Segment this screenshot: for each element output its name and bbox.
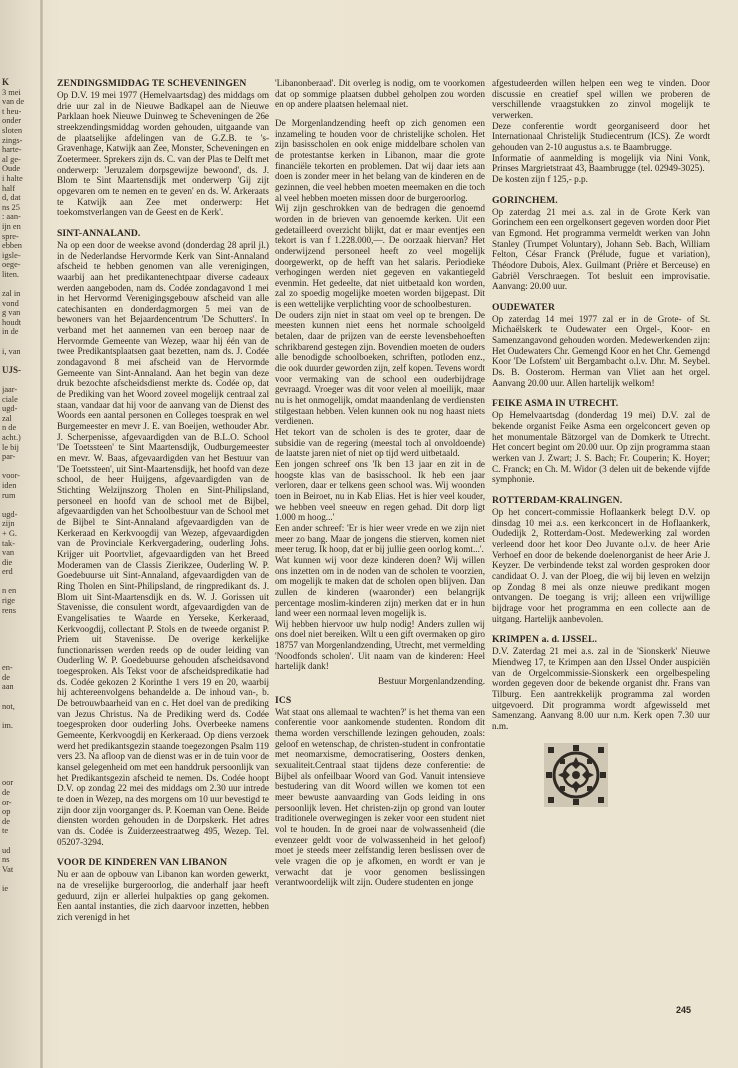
left-fragment-line bbox=[2, 750, 36, 760]
left-fragment-line: Vat bbox=[2, 864, 14, 874]
ics-continuation bbox=[492, 78, 710, 185]
article-text: Op zaterdag 14 mei 1977 zal er in de Grote- of St. Michaëlskerk te Oudewater een Orgel-, Koor- en Samenzangavond gehouden worden. Medewerkenden zijn: Het Oudewaters Chr. Gemengd Koor en het Chr. Gemengd Koor 'De Lofstem' uit Bergambacht o.l.v. Dhr. M. Seybel. Ds. B. Oosterom. Herman van Vliet aan het orgel. Aanvang 20.00 uur. Allen hartelijk welkom! bbox=[492, 313, 710, 388]
left-fragment-line: ie bbox=[2, 883, 9, 893]
left-fragment-line: vond bbox=[2, 298, 19, 308]
left-fragment-line: i, van bbox=[2, 346, 21, 356]
left-fragment-line: de bbox=[2, 672, 10, 682]
left-fragment-line: zal bbox=[2, 413, 12, 423]
left-fragment-line bbox=[2, 836, 36, 846]
signature: Bestuur Morgenlandzending. bbox=[378, 676, 485, 687]
left-fragment-line: onder bbox=[2, 116, 22, 126]
left-fragment-line: zings- bbox=[2, 135, 23, 145]
left-fragment-line: ijn en bbox=[2, 221, 21, 231]
left-fragment-line: rum bbox=[2, 490, 16, 500]
left-fragment-line bbox=[2, 375, 36, 385]
article-text: 'Libanonberaad'. Dit overleg is nodig, om te voorkomen dat op sommige plaatsen dubbel geholpen zou worden en op andere plaatsen helemaal niet. bbox=[275, 78, 485, 110]
article-text: Op zaterdag 21 mei a.s. zal in de Grote Kerk van Gorinchem een een orgelkonsert gegeven worden door Piet van Egmond. Het programma vermeldt werken van John Stanley (Trumpet Voluntary), Johann Seb. Bach, William Felton, César Franck (Prélude, fugue et variation), Théodore Dubois, Alex. Guilmant (Prière et Berceuse) en Gabriël Verschraegen. Tot besluit een improvisatie. Aanvang: 20.00 uur. bbox=[492, 206, 710, 292]
article-text: Wij zijn geschrokken van de bedragen die genoemd worden in de brieven van genoemde kerken. Uit een gedetailleerd overzicht blijkt, dat er maar eventjes een tekort is van f 1.228.000,—. De oorzaak hiervan? Het onderwijzend personeel heeft zo veel mogelijk doorgewerkt, op de hefft van het salaris. Periodieke verhogingen werden niet gegeven en vakantiegeld evenmin. Het gedeelte, dat niet uitbetaald kon worden, zal zo spoedig mogelijke moeten worden bijgepast. Dit is een wettelijke verplichting voor de schoolbesturen. bbox=[275, 203, 485, 310]
article-text: afgestudeerden willen helpen een weg te vinden. Door discussie en creatief spel willen we proberen de verschillende vraagstukken zo zinvol mogelijk te verwerken. bbox=[492, 78, 710, 120]
left-fragment-line: de bbox=[2, 787, 10, 797]
left-fragment-line: aan bbox=[2, 682, 14, 692]
article-text: De Morgenlandzending heeft op zich genomen een inzameling te houden voor de christelijke scholen. Het zijn basisscholen en ook enige middelbare scholen van de protestantse kerken in Libanon, maar die grote financiële tekorten en problemen. Dat wij daar iets aan doen is zonder meer in het belang van de kinderen en de gezinnen, die veel hebben moeten meemaken en die toch al veel hebben moeten missen door de burgeroorlog. bbox=[275, 117, 485, 203]
article-title: KRIMPEN a. d. IJSSEL. bbox=[492, 634, 597, 646]
left-fragment-line: ugd- bbox=[2, 404, 18, 414]
article-title: GORINCHEM. bbox=[492, 194, 558, 206]
left-fragment-line: oor bbox=[2, 778, 14, 788]
column-2 bbox=[275, 78, 485, 896]
left-fragment-line: d, dat bbox=[2, 193, 21, 203]
article-text: Na op een door de weekse avond (donderdag 28 april jl.) in de Nederlandse Hervormde Kerk van Sint-Annaland afscheid te hebben genomen van alle verenigingen, waarbij aan het predikantenechtpaar diverse cadeaux werden aangeboden, nam ds. Codée zondagavond 1 mei in het Hervormd Verenigingsgebouw afscheid van alle catechisanten en donderdagmorgen 5 mei van de bewoners van het Bejaardencentrum 'De Schutters'. In verband met het aannemen van een beroep naar de Hervormde Gemeente van Wezep, waar hij één van de twee Predikantsplaatsen gaat bezetten, nam ds. J. Codée zondagavond 8 mei afscheid van de Hervormde Gemeente van Sint-Annaland. Aan het begin van deze druk bezochte afscheidsdienst merkte ds. Codée op, dat de Prediking van het Woord zoveel mogelijk centraal zal staan, vandaar dat hij voor de aanvang van de Dienst des Woords een aantal personen en Colleges toesprak en wel Burgemeester en mevr J. E. van Boeijen, wethouder Abr. J. Scherpenisse, afgevaardigden van de B.L.O. School 'De Toetssteen' te Sint Maartensdijk, Oudburgemeester en mevr. W. Baas, afgevaardigden van het Bestuur van 'De Toetssteen', uit Sint-Maartensdijk, het hoofd van deze school, de heer Huijgens, afgevaardigden van de Stichting Welzijnszorg Tholen en Sint-Philipsland, personeel en hoofd van de school met de Bijbel, afgevaardigden van het Schoolbestuur van de School met de Bijbel te Sint-Annaland afgevaardigden van de Kerkeraad en Kerkvoogdij van Wezep, afgevaardigden van de Provinciale Kerkvergadering, ouderling Johs. Krijger uit Poortvliet, afgevaardigden van het Breed Moderamen van de Classis Zierikzee, Ouderling W. P. Goedebuurse uit Sint-Annaland, afgevaardigden van de Ring Tholen en Sint-Philipsland, de ringpredikant ds. J. Blom uit Sint-Maartensdijk en ds. W. J. Gorissen uit Stavenisse, die consulent wordt, afgevaardigden van de Evangelisaties te Waarde en Yerseke, Kerkeraad, Kerkvoogdij, collectant P. Stols en de tweede organist P. Priem uit Stavenisse. De overige kerkelijke functionarissen werden reeds op de ouder leiding van Ouderling W. P. Goedebuurse gehouden afscheidsavond toegesproken. Als Tekst voor de afscheidspredikatie had ds. Codée gekozen 2 Korinthe 1 vers 19 en 20, waarbij hij achtereenvolgens behandelde a. De inhoud van-, b. De betrouwbaarheid van en c. Het doel van de prediking van Jezus Christus. Na de Prediking werd ds. Codée toegesproken door ouderling Johs. Overbeeke namens Gemeente, Kerkvoogdij en Kerkeraad. Op diens verzoek werd het predikantsgezin staande toegezongen Psalm 119 vers 23. Na afloop van de dienst was er in de tuin voor de kansel gelegenheid om met een handdruk persoonlijk van het Predikantsgezin afscheid te nemen. Ds. Codée hoopt D.V. op zondag 22 mei des middags om 2.30 uur intrede te doen in Wezep, na des morgens om 10 uur bevestigd te zijn door zijn voorganger ds. P. Koeman van Oene. Beide diensten worden gehouden in de Dorpskerk. Het adres van ds. Codée is Zuiderzeestraatweg 495, Wezep. Tel. 05207-3294. bbox=[57, 239, 269, 847]
article-sint-annaland bbox=[57, 228, 269, 847]
left-fragment-line: harte- bbox=[2, 145, 22, 155]
left-fragment-line: + G. bbox=[2, 528, 17, 538]
left-fragment-line: acht.) bbox=[2, 432, 21, 442]
article-text: Deze conferentie wordt georganiseerd door het Internationaal Christelijk Studiecentrum (ICS). Ze wordt gehouden van 2-10 augustus a.s. te Baambrugge. bbox=[492, 120, 710, 152]
left-fragment-line: van de bbox=[2, 97, 25, 107]
left-fragment-line bbox=[2, 711, 36, 721]
left-fragment-line: zijn bbox=[2, 519, 15, 529]
left-fragment-line: en- bbox=[2, 663, 13, 673]
left-fragment-line: voor- bbox=[2, 471, 20, 481]
left-fragment-line: or- bbox=[2, 797, 12, 807]
left-fragment-line: t heu- bbox=[2, 106, 22, 116]
left-fragment-line bbox=[2, 759, 36, 769]
article-text: De ouders zijn niet in staat om veel op te brengen. De meesten kunnen niet eens het normale schoolgeld betalen, daar de prijzen van de eerste levensbehoeften schrikbarend gestegen zijn. Bovendien moeten de ouders alle benodigde schoolboeken, schriften, potloden enz., die ook duurder geworden zijn, zelf kopen. Tevens wordt voor vermaking van de school een ouderbijdrage gevraagd. Vroeger was dit voor velen al moeilijk, maar nu is het onmogelijk, omdat maandenlang de verdiensten stilgestaan hebben. Velen kunnen ook nu nog haast niets verdienen. bbox=[275, 309, 485, 427]
article-text: D.V. Zaterdag 21 mei a.s. zal in de 'Sionskerk' Nieuwe Miendweg 17, te Krimpen aan den IJssel Onder auspiciën van de Orgelcommissie-Sionskerk een orgelbespeling worden gegeven door de bekende organist dhr. Frans van Tilburg. Een aantrekkelijk programma zal worden uitgevoerd. Dit programma wordt afgewisseld met Samenzang. Aanvang 8.00 uur n.m. Kerk open 7.30 uur n.m. bbox=[492, 646, 710, 731]
left-fragment-line bbox=[2, 577, 36, 587]
column-3 bbox=[492, 78, 710, 807]
article-text: Nu er aan de opbouw van Libanon kan worden gewerkt, na de vreselijke burgeroorlog, die anderhalf jaar heeft geduurd, zijn er allerlei hulpakties op gang gekomen. Een aantal instanties, die zich daarvoor inzetten, hebben zich verenigd in het bbox=[57, 869, 269, 922]
left-fragment-line: ciale bbox=[2, 394, 18, 404]
left-fragment-line: op bbox=[2, 807, 11, 817]
article-title: FEIKE ASMA IN UTRECHT. bbox=[492, 398, 619, 410]
left-fragment-line: n de bbox=[2, 423, 17, 433]
article-text: Wij hebben hiervoor uw hulp nodig! Anders zullen wij ons doel niet bereiken. Wilt u een gift overmaken op giro 18757 van Morgenlandzending, Utrecht, met vermelding 'Noodfonds scholen'. Uit naam van de kinderen: Heel hartelijk dank! bbox=[275, 618, 485, 672]
article-text: Op het concert-commissie Hoflaankerk belegt D.V. op dinsdag 10 mei a.s. een kerkconcert in de Hoflaankerk, Oudedijk 2, Rotterdam-Oost. Medewerking zal worden verleend door het koor Deo Juvante o.l.v. de heer Arie Verhoef en door de bekende doelenorganist de heer Arie J. Keyzer. De verbindende tekst zal worden gesproken door candidaat O. J. van der Ploeg, die wij bij leven en welzijn op Zondag 8 mei als onze nieuwe predikant mogen ontvangen. De toegang is vrij; alleen een vrijwillige bijdrage voor het programma en een collecte aan de uitgang. Hartelijk aanbevolen. bbox=[492, 507, 710, 624]
left-fragment-line: houdt bbox=[2, 317, 22, 327]
left-fragment-line: half bbox=[2, 183, 16, 193]
left-fragment-line: ud bbox=[2, 845, 11, 855]
left-fragment-line bbox=[2, 279, 36, 289]
article-title: OUDEWATER bbox=[492, 301, 556, 313]
left-fragment-line bbox=[2, 874, 36, 884]
article-text: De kosten zijn f 125,- p.p. bbox=[492, 173, 588, 184]
article-text: Informatie of aanmelding is mogelijk via Nini Vonk, Prinses Margrietstraat 43, Baambrugge (tel. 02949-3025). bbox=[492, 152, 710, 174]
left-fragment-line: liten. bbox=[2, 269, 19, 279]
left-fragment-line: zal in bbox=[2, 289, 21, 299]
left-fragment-line: spre- bbox=[2, 231, 19, 241]
article-title: VOOR DE KINDEREN VAN LIBANON bbox=[57, 857, 228, 869]
left-fragment-line: jaar- bbox=[2, 385, 18, 394]
left-fragment-line: im. bbox=[2, 720, 13, 730]
left-fragment-line: al ge- bbox=[2, 154, 21, 164]
left-fragment-line: te bbox=[2, 826, 9, 836]
ornament-icon bbox=[544, 743, 608, 807]
left-fragment-line: sloten bbox=[2, 125, 23, 135]
left-fragment-line: igsle- bbox=[2, 250, 21, 260]
article-text: Wat staat ons allemaal te wachten?' is het thema van een conferentie voor aankomende studenten. Rondom dit thema worden verschillende lezingen gehouden, zoals: geloof en wetenschap, de christen-student in confrontatie met neomarxisme, democratisering, Oosters denken, sexualiteit.Centraal staat tijdens deze conferentie: de Bijbel als onfeilbaar Woord van God. Vanuit intensieve bestudering van dit Woord willen we komen tot een meer bewuste aanvaarding van Gods leiding in ons persoonlijk leven. Het christen-zijn op grond van louter traditionele overwegingen is zeker voor een student niet vol te houden. In de groei naar de volwassenheid (die evenzeer geldt voor de volwassenheid in het geloof) moet je steeds meer zelfstandig leren beslissen over de vele vragen die op je afkomen, en wordt er van je verwacht dat je voor genomen beslissingen verantwoordelijk wilt zijn. Oudere studenten en jonge bbox=[275, 706, 485, 888]
left-fragment-line bbox=[2, 625, 36, 635]
article-text: Een ander schreef: 'Er is hier weer vrede en we zijn niet meer zo bang. Maar de jongens die stierven, komen niet meer terug. Ik hoop, dat er bij jullie geen oorlog komt...'. bbox=[275, 522, 485, 555]
article-feike-asma bbox=[492, 398, 710, 485]
article-title: ROTTERDAM-KRALINGEN. bbox=[492, 495, 623, 506]
left-fragment-line bbox=[2, 654, 36, 664]
article-libanon bbox=[57, 857, 269, 922]
left-fragment-line: rens bbox=[2, 605, 16, 615]
left-fragment-line: not, bbox=[2, 701, 15, 711]
left-fragment-line: K bbox=[2, 78, 10, 87]
article-title-ics: ICS bbox=[275, 694, 292, 706]
left-fragment-line bbox=[2, 634, 36, 644]
left-fragment-line: de bbox=[2, 816, 10, 826]
left-fragment-line: tak- bbox=[2, 538, 16, 548]
left-fragment-line bbox=[2, 692, 36, 702]
article-title: ZENDINGSMIDDAG TE SCHEVENINGEN bbox=[57, 78, 247, 89]
article-text: Op D.V. 19 mei 1977 (Hemelvaartsdag) des middags om drie uur zal in de Nieuwe Badkapel aan de Nieuwe Parklaan hoek Nieuwe Duinweg te Scheveningen de 26e streekzendingsmiddag worden gehouden, uitgaande van de plaatselijke afdelingen van de G.Z.B. te 's-Gravenhage, Katwijk aan Zee, Monster, Scheveningen en Zoetermeer. Sprekers zijn ds. C. van der Plas te Delft met onderwerp: 'Jeruzalem dorpsgewijze bewoond', ds. J. Blom te Sint Maartensdijk met onderwerp 'Gij zijt opgevaren om te nemen en te geven' en ds. W. Arkeraats te Katwijk aan Zee met onderwerp: Het toekomstverlangen van de Geest en de Kerk'. bbox=[57, 90, 269, 218]
article-text: Een jongen schreef ons 'Ik ben 13 jaar en zit in de hoogste klas van de basisschool. Ik heb een jaar verloren, daar er telkens geen school was. Wij woonden toen in Beiroet, nu in Kab Elias. Het is hier veel kouder, we hebben veel sneeuw en regen gehad. Dit dorp ligt 1.000 m hoog...' bbox=[275, 458, 485, 523]
left-fragment-line: ugd- bbox=[2, 509, 18, 519]
article-text: Wat kunnen wij voor deze kinderen doen? Wij willen ons inzetten om in de noden van de scholen te voorzien, om mogelijk te maken dat de scholen open blijven. Dan zullen de kinderen (waaronder) een belangrijk percentage moslim-kinderen zijn) merken dat er in hun land weer een normaal leven mogelijk is. bbox=[275, 554, 485, 619]
article-text: Het tekort van de scholen is des te groter, daar de subsidie van de regering (meestal toch al onvoldoende) de laatste jaren niet of niet op tijd werd uitbetaald. bbox=[275, 427, 485, 459]
left-fragment-line: le bij bbox=[2, 442, 19, 452]
left-fragment-line: g van bbox=[2, 308, 21, 318]
article-krimpen bbox=[492, 634, 710, 731]
ornament-stamp-image bbox=[544, 743, 608, 807]
page-number: 245 bbox=[676, 1005, 692, 1015]
left-fragment-line bbox=[2, 500, 36, 510]
article-gorinchem bbox=[492, 195, 710, 292]
left-page-fragment bbox=[2, 78, 36, 893]
left-fragment-line: van bbox=[2, 548, 15, 558]
left-fragment-line: in de bbox=[2, 327, 19, 337]
left-fragment-line bbox=[2, 769, 36, 779]
left-fragment-line: 3 mei bbox=[2, 87, 21, 97]
left-fragment-line: n en bbox=[2, 586, 17, 596]
left-fragment-line bbox=[2, 615, 36, 625]
article-zendingsmiddag bbox=[57, 78, 269, 218]
left-fragment-line: UJS- bbox=[2, 364, 22, 375]
left-fragment-line: ns 25 bbox=[2, 202, 20, 212]
left-fragment-line: ebben bbox=[2, 241, 22, 251]
left-fragment-line: ns bbox=[2, 855, 10, 865]
left-fragment-line: rige bbox=[2, 596, 16, 606]
left-fragment-line bbox=[2, 337, 36, 347]
left-fragment-line: die bbox=[2, 557, 13, 567]
article-title: SINT-ANNALAND. bbox=[57, 227, 141, 239]
article-oudewater bbox=[492, 302, 710, 389]
left-fragment-line: oege- bbox=[2, 260, 21, 270]
page-fold bbox=[40, 0, 43, 1068]
left-fragment-line: : aan- bbox=[2, 212, 21, 222]
left-fragment-line: erd bbox=[2, 567, 13, 577]
column-1 bbox=[57, 78, 269, 933]
left-fragment-line: par- bbox=[2, 452, 16, 462]
left-fragment-line: i halte bbox=[2, 173, 23, 183]
left-fragment-line bbox=[2, 740, 36, 750]
left-fragment-line: Oude bbox=[2, 164, 21, 174]
left-fragment-line: iden bbox=[2, 480, 17, 490]
article-text: Op Hemelvaartsdag (donderdag 19 mei) D.V. zal de bekende organist Feike Asma een orgelconcert geven op het monumentale Bätzorgel van de Domkerk te Utrecht. Het concert begint om 20.00 uur. Op zijn programma staan werken van J. Zwart; J. S. Bach; Fr. Couperin; K. Hoyer; C. Franck; en Ch. M. Widor (3 delen uit de bekende vijfde symphonie. bbox=[492, 410, 710, 485]
left-fragment-line bbox=[2, 730, 36, 740]
article-rotterdam bbox=[492, 495, 710, 624]
left-fragment-line bbox=[2, 462, 36, 472]
left-fragment-line bbox=[2, 644, 36, 654]
